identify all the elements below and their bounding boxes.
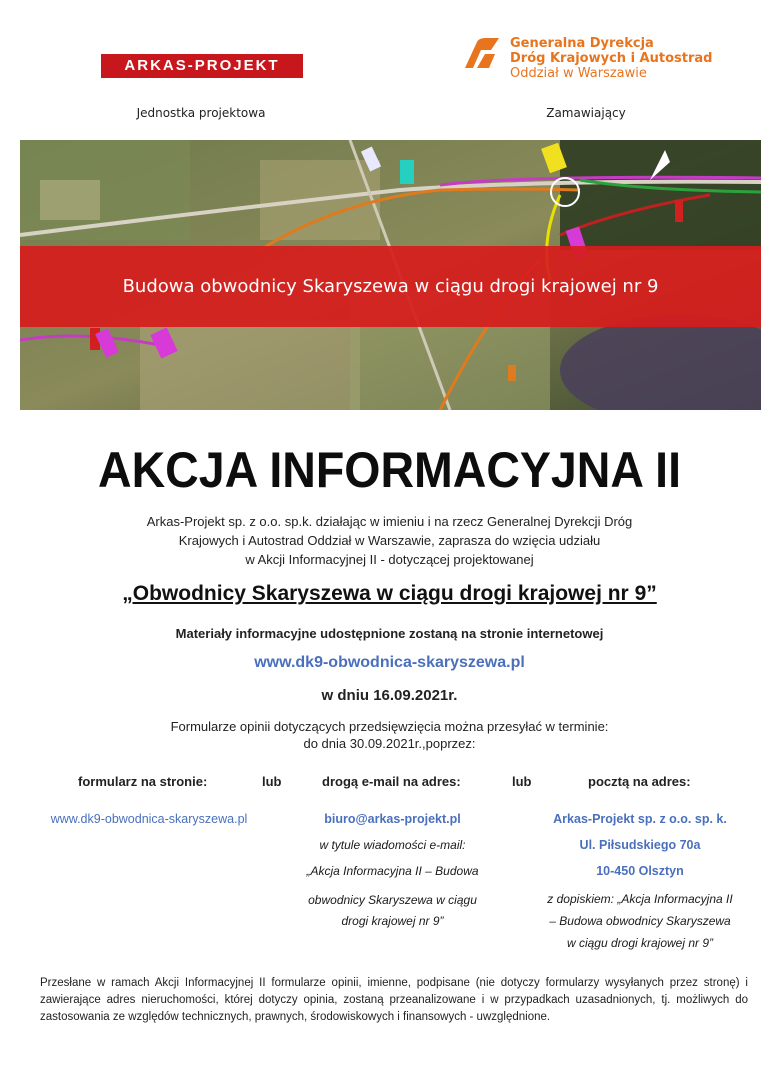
intro-line-3: w Akcji Informacyjnej II - dotyczącej projektowanej xyxy=(245,552,534,567)
post-column xyxy=(525,806,755,954)
option-post-heading: pocztą na adres: xyxy=(588,774,691,789)
page-title: AKCJA INFORMACYJNA II xyxy=(97,442,681,498)
project-name: „Obwodnicy Skaryszewa w ciągu drogi krajowej nr 9” xyxy=(122,582,657,605)
address-line-2: Ul. Piłsudskiego 70a xyxy=(579,838,701,852)
design-unit-label: Jednostka projektowa xyxy=(136,106,266,120)
or-label-2: lub xyxy=(512,774,532,789)
forms-paragraph xyxy=(0,718,779,752)
option-email-heading: drogą e-mail na adres: xyxy=(322,774,461,789)
email-note-line-3: obwodnicy Skaryszewa w ciągu xyxy=(308,893,477,907)
web-form-link[interactable]: www.dk9-obwodnica-skaryszewa.pl xyxy=(50,812,248,826)
email-column xyxy=(285,806,500,930)
gddkia-line-2: Dróg Krajowych i Autostrad xyxy=(510,51,713,66)
intro-line-1: Arkas-Projekt sp. z o.o. sp.k. działając w imieniu i na rzecz Generalnej Dyrekcji Dróg xyxy=(146,514,633,529)
post-note-line-2: – Budowa obwodnicy Skaryszewa xyxy=(549,914,731,928)
arkas-projekt-logo: ARKAS-PROJEKT xyxy=(101,54,303,78)
gddkia-line-1: Generalna Dyrekcja xyxy=(510,36,654,51)
post-note-line-1: z dopiskiem: „Akcja Informacyjna II xyxy=(547,892,733,906)
option-web-form-heading: formularz na stronie: xyxy=(78,774,208,789)
materials-text: Materiały informacyjne udostępnione zostaną na stronie internetowej xyxy=(175,626,604,641)
forms-line-2: do dnia 30.09.2021r.,poprzez: xyxy=(303,736,476,751)
gddkia-logo-icon xyxy=(463,36,503,70)
client-label: Zamawiający xyxy=(546,106,626,120)
address-line-3: 10-450 Olsztyn xyxy=(596,864,684,878)
website-link[interactable]: www.dk9-obwodnica-skaryszewa.pl xyxy=(254,654,525,671)
banner-title: Budowa obwodnicy Skaryszewa w ciągu drogi krajowej nr 9 xyxy=(122,276,659,297)
gddkia-logo-text xyxy=(510,36,712,81)
post-note-line-3: w ciągu drogi krajowej nr 9” xyxy=(566,936,714,950)
footer-note: Przesłane w ramach Akcji Informacyjnej II formularze opinii, imienne, podpisane (nie dotyczy formularzy wysyłanych przez stronę) i zawierające adres nieruchomości, której dotyczy opinia, zostaną przeanalizowane i w przypadkach uzasadnionych, tj. możliwych do zastosowania ze względów technicznych, prawnych, środowiskowych i finansowych - uwzględnione. xyxy=(40,977,748,1023)
date-text: w dniu 16.09.2021r. xyxy=(321,687,458,704)
gddkia-line-3: Oddział w Warszawie xyxy=(510,66,647,81)
intro-paragraph xyxy=(0,512,779,569)
email-note-line-4: drogi krajowej nr 9” xyxy=(341,914,444,928)
email-note-line-2: „Akcja Informacyjna II – Budowa xyxy=(306,864,479,878)
email-note-line-1: w tytule wiadomości e-mail: xyxy=(319,838,466,852)
or-label-1: lub xyxy=(262,774,282,789)
forms-line-1: Formularze opinii dotyczących przedsięwzięcia można przesyłać w terminie: xyxy=(170,719,609,734)
address-line-1: Arkas-Projekt sp. z o.o. sp. k. xyxy=(553,812,727,826)
intro-line-2: Krajowych i Autostrad Oddział w Warszawie, zaprasza do wzięcia udziału xyxy=(178,533,601,548)
email-link[interactable]: biuro@arkas-projekt.pl xyxy=(324,812,461,826)
